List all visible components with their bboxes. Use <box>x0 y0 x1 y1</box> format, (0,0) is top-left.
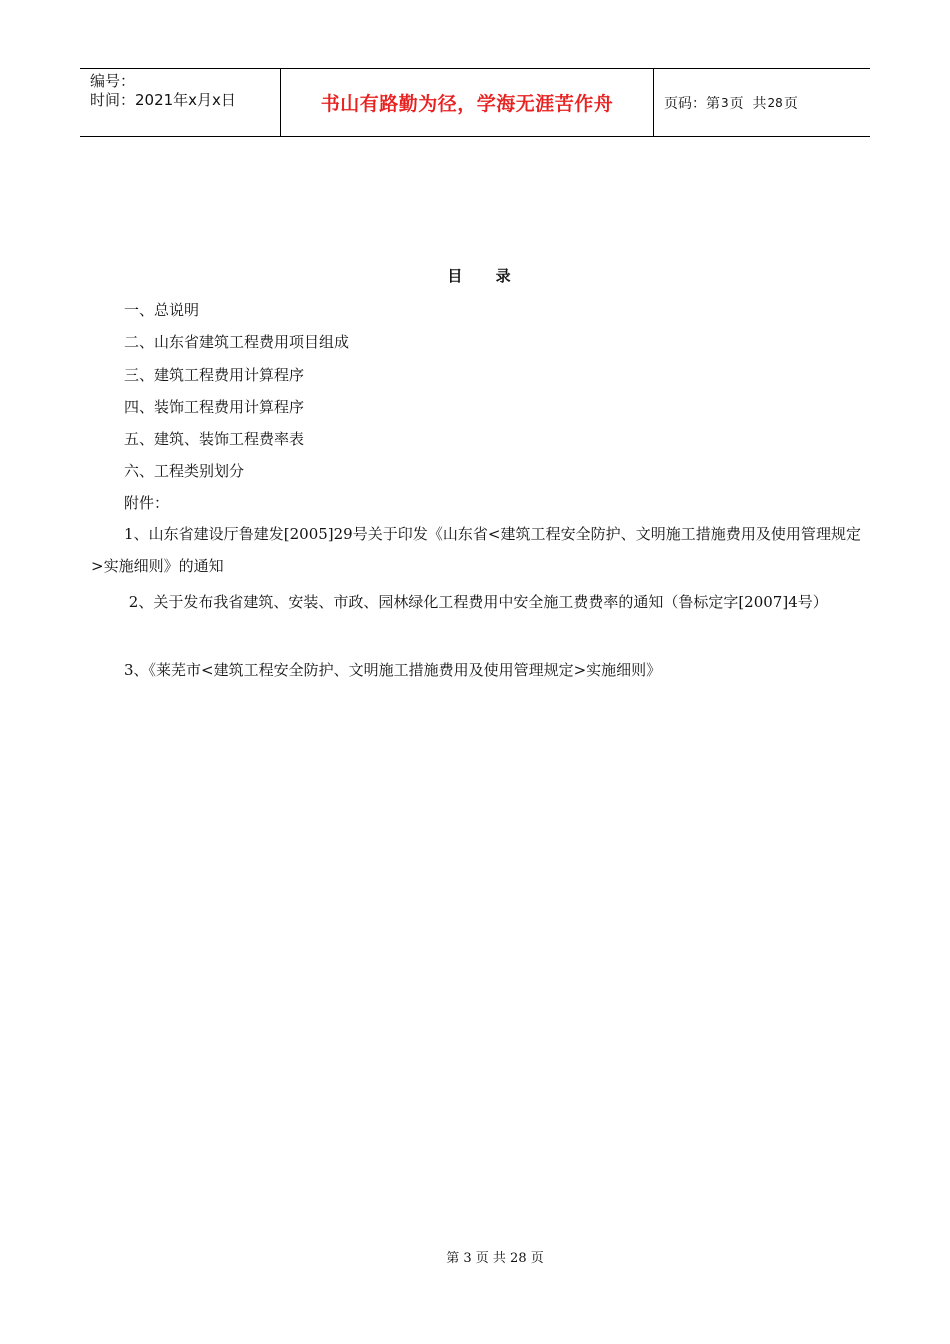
page-suffix: 页 <box>783 95 798 112</box>
document-time-label: 时间：2021年x月x日 <box>90 91 236 109</box>
toc-item: 二、山东省建筑工程费用项目组成 <box>124 333 350 351</box>
header-meta <box>80 69 281 136</box>
attachment-3-text: 3、《莱芜市<建筑工程安全防护、文明施工措施费用及使用管理规定>实施细则》 <box>124 661 662 679</box>
toc-item: 四、装饰工程费用计算程序 <box>124 398 305 416</box>
page-total: 28 <box>767 95 783 110</box>
attachment-3 <box>91 654 861 686</box>
header-page-info <box>654 69 870 136</box>
toc-item: 一、总说明 <box>124 301 200 319</box>
toc-title-text: 目 录 <box>447 267 525 285</box>
toc-item: 五、建筑、装饰工程费率表 <box>124 430 305 448</box>
page-current: 3 <box>721 95 729 110</box>
page-header <box>80 68 870 137</box>
page-prefix: 页码：第 <box>664 95 720 112</box>
attachment-1 <box>91 518 861 582</box>
attachment-1-text: 1、山东省建设厅鲁建发[2005]29号关于印发《山东省<建筑工程安全防护、文明施工措施费用及使用管理规定>实施细则》的通知 <box>91 525 861 575</box>
page-footer: 第 3 页 共 28 页 <box>446 1251 544 1266</box>
page-mid: 页 共 <box>729 95 767 112</box>
header-motto: 书山有路勤为径，学海无涯苦作舟 <box>281 69 654 136</box>
document-number-label: 编号： <box>90 72 136 90</box>
toc-item: 三、建筑工程费用计算程序 <box>124 366 305 384</box>
toc-item: 六、工程类别划分 <box>124 462 245 480</box>
attachment-2-text: 2、关于发布我省建筑、安装、市政、园林绿化工程费用中安全施工费费率的通知（鲁标定字[2007]4号） <box>124 593 828 611</box>
toc-item-attachments: 附件： <box>124 494 170 512</box>
toc-title <box>0 265 950 286</box>
attachment-2 <box>91 586 861 618</box>
